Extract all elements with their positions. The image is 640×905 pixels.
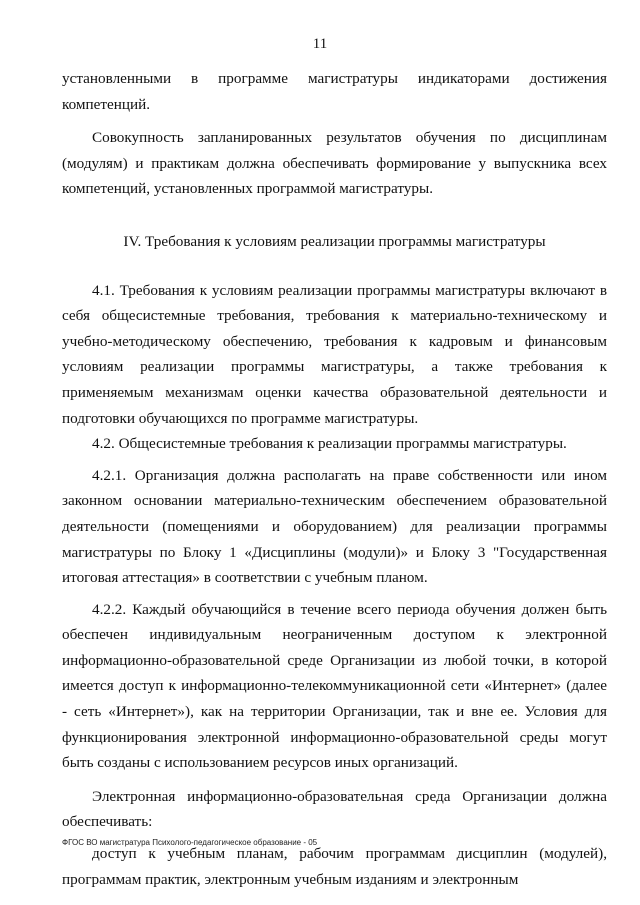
- section-heading: IV. Требования к условиям реализации программы магистратуры: [123, 232, 546, 250]
- paragraph-electronic-environment: Электронная информационно-образовательная среда Организации должна обеспечивать:: [62, 787, 607, 831]
- paragraph-4-2: 4.2. Общесистемные требования к реализации программы магистратуры.: [92, 435, 567, 453]
- paragraph-4-1: 4.1. Требования к условиям реализации программы магистратуры включают в себя общесистемные требования, требования к материально-техническому и учебно-методическому обеспечению, требования к кадровым и финансовым условиям реализации программы магистратуры, а также требования к применяемым механизмам оценки качества образовательной деятельности и подготовки обучающихся по программе магистратуры.: [62, 281, 607, 427]
- document-body: [62, 66, 607, 892]
- paragraph-learning-outcomes: Совокупность запланированных результатов обучения по дисциплинам (модулям) и практикам должна обеспечивать формирование у выпускника всех компетенций, установленных программой магистратуры.: [62, 129, 607, 198]
- paragraph-continuation: установленными в программе магистратуры индикаторами достижения компетенций.: [62, 70, 607, 113]
- paragraph-4-2-1: 4.2.1. Организация должна располагать на праве собственности или ином законном основании материально-техническим обеспечением образовательной деятельности (помещениями и оборудованием) для реализации программы магистратуры по Блоку 1 «Дисциплины (модули)» и Блоку 3 "Государственная итоговая аттестация» в соответствии с учебным планом.: [62, 466, 607, 587]
- document-footer: ФГОС ВО магистратура Психолого-педагогическое образование - 05: [62, 838, 318, 847]
- paragraph-access: доступ к учебным планам, рабочим программам дисциплин (модулей), программам практик, электронным учебным изданиям и электронным: [62, 845, 607, 888]
- page-number: 11: [312, 36, 328, 52]
- paragraph-4-2-2: 4.2.2. Каждый обучающийся в течение всего периода обучения должен быть обеспечен индивидуальным неограниченным доступом к электронной информационно-образовательной среде Организации из любой точки, в которой имеется доступ к информационно-телекоммуникационной сети «Интернет» (далее - сеть «Интернет»), как на территории Организации, так и вне ее. Условия для функционирования электронной информационно-образовательной среды могут быть созданы с использованием ресурсов иных организаций.: [62, 600, 607, 772]
